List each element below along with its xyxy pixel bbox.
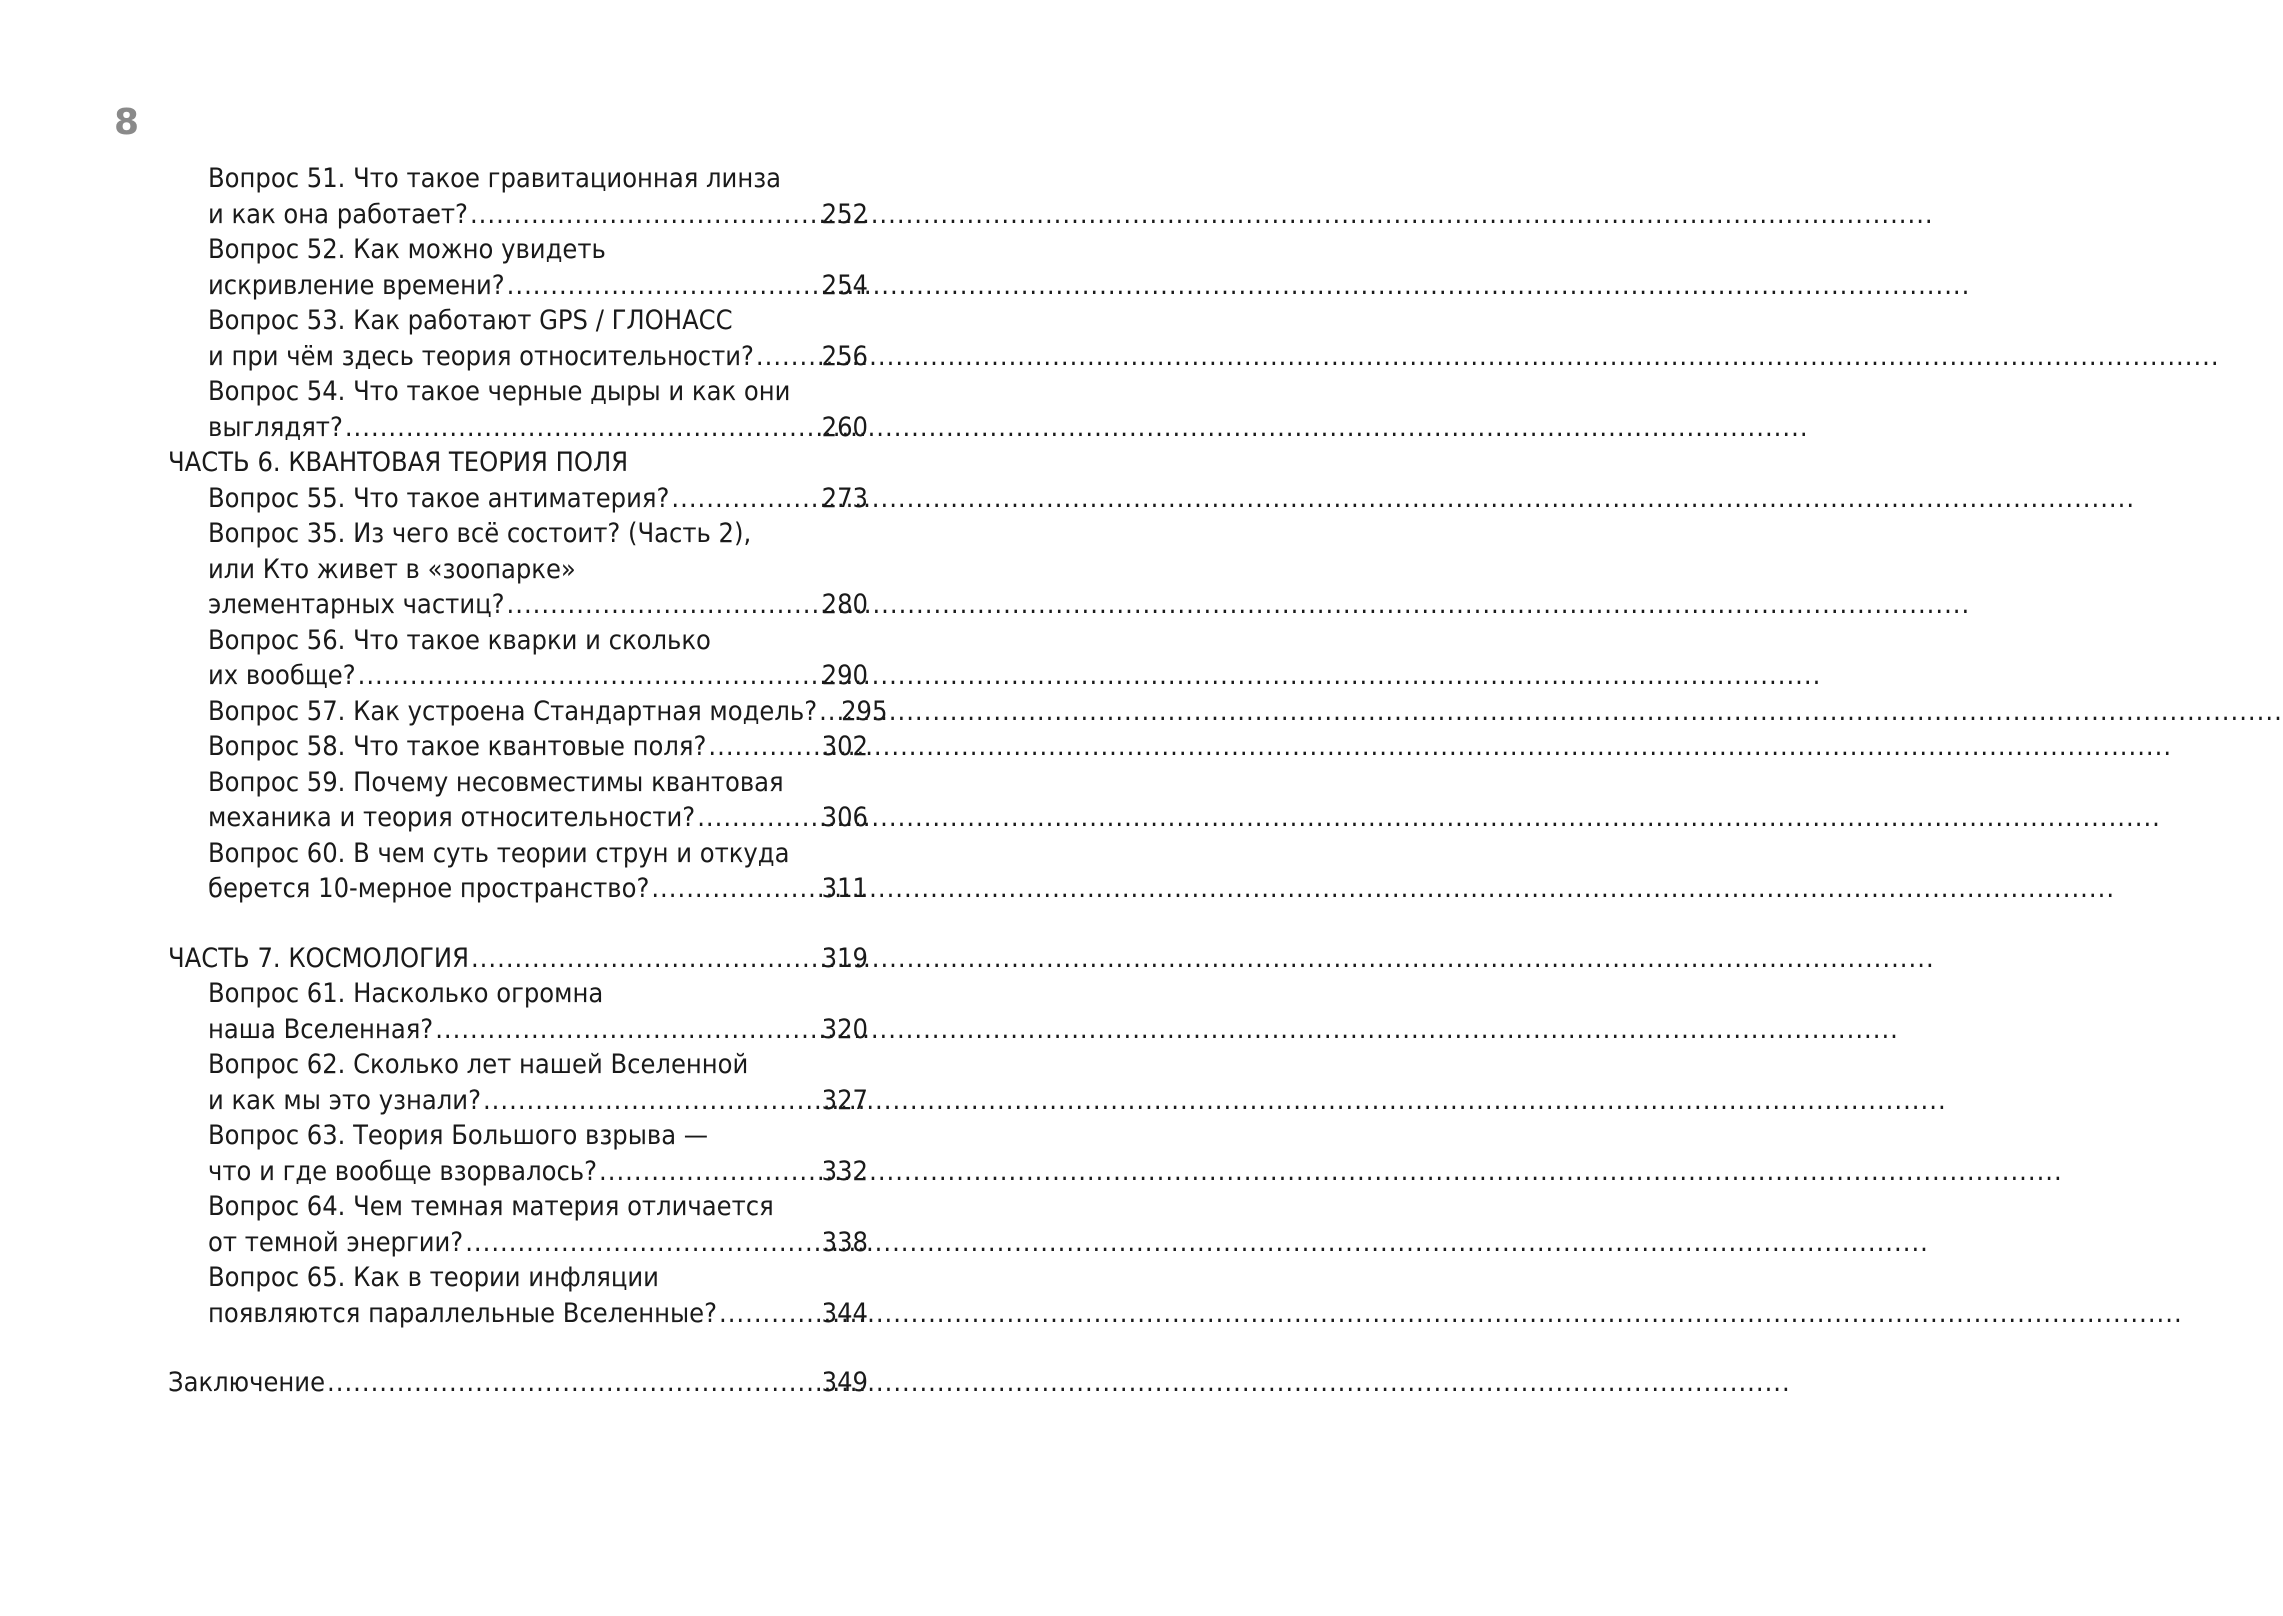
toc-entry-row xyxy=(168,197,868,233)
dot-leader xyxy=(483,1083,820,1119)
toc-entry-title: появляются параллельные Вселенные? xyxy=(208,1297,717,1329)
toc-page-number: 349 xyxy=(821,1367,868,1398)
toc-entry[interactable] xyxy=(168,232,868,303)
toc-entry-line: Вопрос 61. Насколько огромна xyxy=(208,978,604,1009)
dot-leader xyxy=(507,268,820,304)
toc-page-number: 295 xyxy=(841,695,888,727)
toc-entry-title: ЧАСТЬ 7. КОСМОЛОГИЯ xyxy=(168,942,469,974)
toc-entry[interactable] xyxy=(168,1260,868,1331)
dot-leader xyxy=(719,1296,820,1332)
toc-entry-line: Вопрос 51. Что такое гравитационная линза xyxy=(208,163,782,194)
toc-page-number: 260 xyxy=(821,411,868,443)
toc-entry-row xyxy=(168,871,868,907)
dot-leader xyxy=(599,1154,820,1190)
toc-entry-line: Вопрос 54. Что такое черные дыры и как они xyxy=(208,376,791,407)
toc-entry-line: Вопрос 53. Как работают GPS / ГЛОНАСС xyxy=(208,305,733,336)
toc-entry-line: Вопрос 62. Сколько лет нашей Вселенной xyxy=(208,1049,749,1080)
dot-leader xyxy=(465,1225,819,1261)
toc-entry-title: и как мы это узнали? xyxy=(208,1084,481,1116)
toc-entry-line: Вопрос 60. В чем суть теории струн и откуда xyxy=(208,837,790,869)
toc-entry[interactable] xyxy=(168,1118,868,1189)
toc-entry[interactable] xyxy=(168,161,868,232)
toc-entry[interactable] xyxy=(168,729,868,765)
toc-page-number: 319 xyxy=(821,942,868,974)
toc-entry-row xyxy=(168,1012,868,1048)
dot-leader xyxy=(327,1365,820,1401)
toc-entry-title: искривление времени? xyxy=(208,269,505,301)
toc-entry-title: от темной энергии? xyxy=(208,1226,464,1258)
toc-page-number: 280 xyxy=(821,589,868,620)
toc-entry[interactable] xyxy=(168,481,868,517)
toc-entry-title: Вопрос 57. Как устроена Стандартная модель? xyxy=(208,695,818,727)
toc-entry-title: их вообще? xyxy=(208,660,356,691)
toc-entry[interactable] xyxy=(168,623,868,694)
toc-entry-row xyxy=(168,1083,868,1119)
toc-entry-title: наша Вселенная? xyxy=(208,1013,434,1045)
dot-leader xyxy=(358,658,820,694)
toc-entry-row xyxy=(168,1225,868,1261)
toc-entry-title: Вопрос 55. Что такое антиматерия? xyxy=(208,482,670,514)
toc-entry[interactable] xyxy=(168,374,868,445)
dot-leader xyxy=(651,871,819,907)
toc-entry-row xyxy=(168,1154,868,1190)
page-number: 8 xyxy=(114,102,140,143)
toc-page-number: 344 xyxy=(821,1297,868,1329)
dot-leader xyxy=(819,694,839,730)
toc-entry-line: Вопрос 65. Как в теории инфляции xyxy=(208,1262,659,1293)
toc-entry-line: Вопрос 35. Из чего всё состоит? (Часть 2), xyxy=(208,518,752,549)
toc-entry-title: берется 10-мерное пространство? xyxy=(208,873,650,904)
toc-part-entry[interactable] xyxy=(168,1365,868,1401)
toc-entry-row xyxy=(168,800,868,836)
dot-leader xyxy=(435,1012,819,1048)
toc-entry[interactable] xyxy=(168,1047,868,1118)
dot-leader xyxy=(470,197,820,233)
toc-entry-row xyxy=(168,481,868,517)
toc-entry-row xyxy=(168,729,868,765)
toc-page-number: 320 xyxy=(821,1013,868,1045)
dot-leader xyxy=(507,587,820,623)
table-of-contents xyxy=(168,161,888,1401)
toc-entry-title: и как она работает? xyxy=(208,198,468,230)
part-heading: ЧАСТЬ 6. КВАНТОВАЯ ТЕОРИЯ ПОЛЯ xyxy=(168,447,629,478)
toc-entry[interactable] xyxy=(168,765,868,836)
toc-entry-row xyxy=(168,410,868,446)
toc-page-number: 327 xyxy=(821,1084,868,1116)
toc-page-number: 302 xyxy=(821,731,868,762)
toc-entry-line: Вопрос 63. Теория Большого взрыва — xyxy=(208,1120,709,1151)
toc-entry-line: Вопрос 59. Почему несовместимы квантовая xyxy=(208,766,784,798)
toc-page-number: 290 xyxy=(821,660,868,691)
dot-leader xyxy=(671,481,819,517)
toc-entry[interactable] xyxy=(168,694,888,730)
toc-entry-title: что и где вообще взорвалось? xyxy=(208,1155,598,1187)
toc-entry-title: Вопрос 58. Что такое квантовые поля? xyxy=(208,731,707,762)
toc-entry-line: Вопрос 52. Как можно увидеть xyxy=(208,234,606,265)
toc-entry-row xyxy=(168,339,868,375)
toc-entry-line: Вопрос 64. Чем темная материя отличается xyxy=(208,1191,774,1222)
toc-entry-row xyxy=(168,1296,868,1332)
toc-entry[interactable] xyxy=(168,516,868,623)
toc-entry-row xyxy=(168,268,868,304)
toc-entry-title: выглядят? xyxy=(208,411,343,443)
toc-entry-row xyxy=(168,1365,868,1401)
toc-entry-title: механика и теория относительности? xyxy=(208,802,696,833)
toc-entry[interactable] xyxy=(168,976,868,1047)
toc-entry[interactable] xyxy=(168,1189,868,1260)
dot-leader xyxy=(697,800,819,836)
toc-entry-title: и при чём здесь теория относительности? xyxy=(208,340,754,372)
toc-entry-row xyxy=(168,941,868,977)
toc-page-number: 311 xyxy=(821,873,868,904)
toc-entry[interactable] xyxy=(168,303,868,374)
toc-part-entry[interactable] xyxy=(168,941,868,977)
section-spacer xyxy=(168,1331,868,1365)
toc-page-number: 273 xyxy=(821,482,868,514)
toc-entry-line: Вопрос 56. Что такое кварки и сколько xyxy=(208,624,711,656)
toc-entry-title: элементарных частиц? xyxy=(208,589,505,620)
dot-leader xyxy=(345,410,820,446)
dot-leader xyxy=(756,339,820,375)
toc-entry-row xyxy=(168,658,868,694)
toc-page-number: 254 xyxy=(821,269,868,301)
toc-entry[interactable] xyxy=(168,836,868,907)
toc-page-number: 252 xyxy=(821,198,868,230)
toc-page-number: 306 xyxy=(821,802,868,833)
toc-entry-line: или Кто живет в «зоопарке» xyxy=(208,553,576,585)
dot-leader xyxy=(471,941,820,977)
toc-entry-row xyxy=(168,587,868,623)
toc-entry-title: Заключение xyxy=(168,1367,326,1398)
toc-page-number: 338 xyxy=(821,1226,868,1258)
dot-leader xyxy=(708,729,819,765)
section-spacer xyxy=(168,907,868,941)
toc-page-number: 332 xyxy=(821,1155,868,1187)
toc-entry-row xyxy=(168,694,888,730)
toc-page-number: 256 xyxy=(821,340,868,372)
